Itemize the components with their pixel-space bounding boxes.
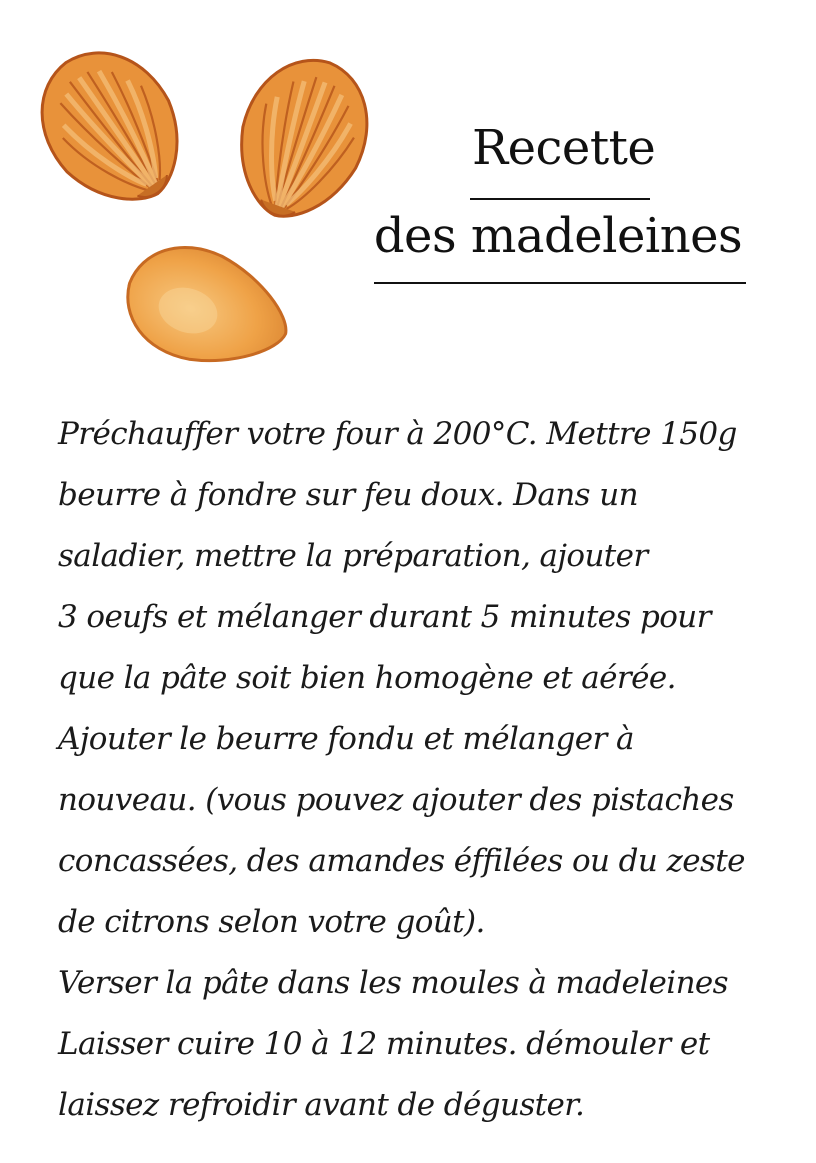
title-block xyxy=(370,120,750,284)
recipe-line: Verser la pâte dans les moules à madeleines xyxy=(58,965,728,1001)
recipe-line: que la pâte soit bien homogène et aérée. xyxy=(58,660,676,696)
recipe-line: Laisser cuire 10 à 12 minutes. démouler et xyxy=(58,1026,710,1062)
title-line-2: des madeleines xyxy=(373,208,743,264)
recipe-line: beurre à fondre sur feu doux. Dans un xyxy=(58,477,638,513)
madeleines-illustration xyxy=(0,0,400,400)
recipe-line: saladier, mettre la préparation, ajouter xyxy=(58,538,648,574)
recipe-line: 3 oeufs et mélanger durant 5 minutes pour xyxy=(58,599,711,635)
title-divider-2 xyxy=(374,282,746,284)
madeleine-cake-icon xyxy=(217,42,387,236)
recipe-line: laissez refroidir avant de déguster. xyxy=(58,1087,585,1123)
recipe-line: Préchauffer votre four à 200°C. Mettre 150g xyxy=(58,416,737,452)
recipe-body xyxy=(58,404,798,1136)
recipe-line: de citrons selon votre goût). xyxy=(58,904,485,940)
title-line-1: Recette xyxy=(472,120,656,176)
recipe-line: concassées, des amandes éffilées ou du zeste xyxy=(58,843,745,879)
madeleine-cake-icon xyxy=(113,231,303,386)
recipe-line: Ajouter le beurre fondu et mélanger à xyxy=(58,721,634,757)
madeleine-cake-icon xyxy=(15,26,210,229)
recipe-line: nouveau. (vous pouvez ajouter des pistaches xyxy=(58,782,734,818)
title-divider-1 xyxy=(470,198,650,200)
